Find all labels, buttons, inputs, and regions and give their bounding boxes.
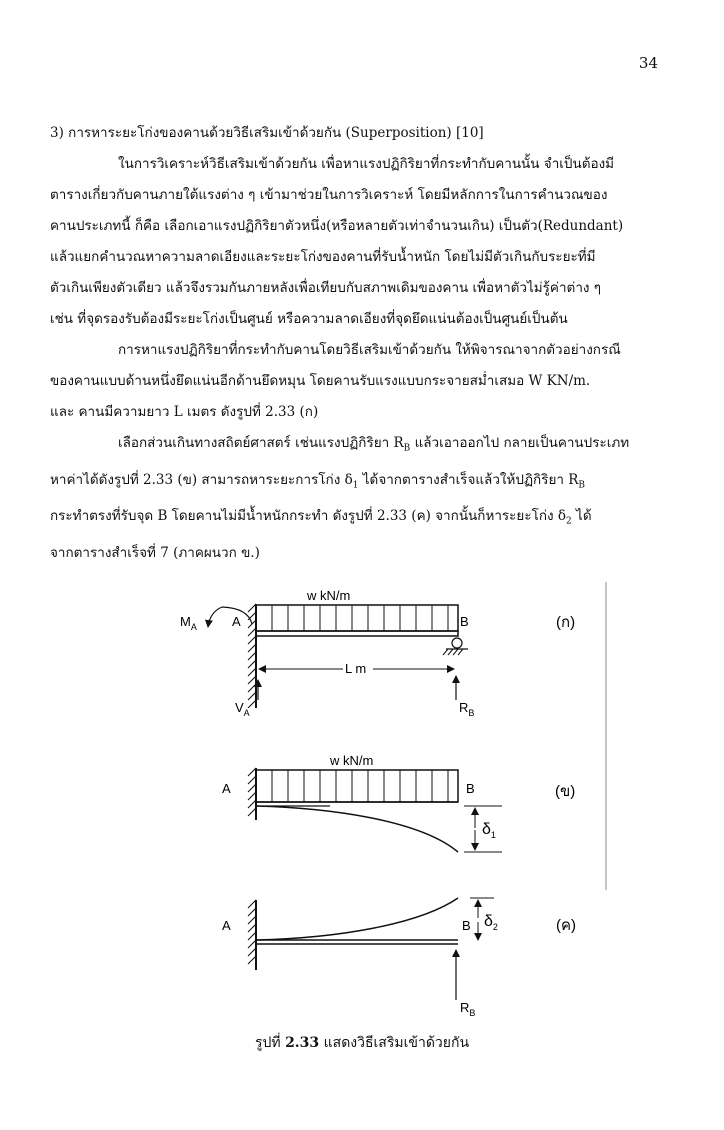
- section-heading: [50, 118, 642, 149]
- point-a-label-a: A: [232, 614, 241, 629]
- hatch-line: [248, 692, 256, 700]
- para2-line-2: ของคานแบบด้านหนึ่งยึดแน่นอีกด้านยึดหมุน โดยคานรับแรงแบบกระจายสม่ำเสมอ W KN/m.: [50, 373, 591, 389]
- hatch-line: [248, 808, 256, 816]
- hatch-line: [248, 940, 256, 948]
- hatch-line: [248, 792, 256, 800]
- hatch-line: [248, 644, 256, 652]
- tag-b: (ข): [555, 783, 576, 800]
- hatch-line: [248, 636, 256, 644]
- wall-hatch-b: [248, 768, 256, 816]
- para1-line-6: เช่น ที่จุดรองรับต้องมีระยะโก่งเป็นศูนย์ หรือความลาดเอียงที่จุดยึดแน่นต้องเป็นศูนย์เป็นต้น: [50, 311, 568, 327]
- hatch-line: [248, 916, 256, 924]
- paragraph-1: [50, 149, 642, 335]
- beam-a: [256, 631, 458, 636]
- moment-arrow: [208, 607, 222, 627]
- pin-support: [452, 638, 462, 648]
- load-lines-b: [272, 770, 448, 802]
- deflected-beam-c: [256, 898, 458, 940]
- distributed-load-a: [256, 605, 458, 631]
- hatch-line: [248, 604, 256, 612]
- para3-line-3: [50, 501, 642, 538]
- deflected-beam-b: [256, 806, 458, 852]
- point-b-label-b: B: [466, 781, 475, 796]
- hatch-line: [248, 776, 256, 784]
- hatch-line: [248, 676, 256, 684]
- wall-hatch-c: [248, 900, 256, 964]
- rb-label-c: $R_B$: [460, 1000, 476, 1018]
- para3-line-1: [50, 428, 642, 465]
- hatch-line: [453, 649, 458, 655]
- para2-line-3: และ คานมีความยาว L เมตร ดังรูปที่ 2.33 (ก): [50, 404, 319, 420]
- load-label-b: w kN/m: [330, 753, 374, 768]
- para1-line-5: ตัวเกินเพียงตัวเดียว แล้วจึงรวมกันภายหลังเพื่อเทียบกับสภาพเดิมของคาน เพื่อหาตัวไม่รู้ค่าต่าง ๆ: [50, 280, 602, 296]
- delta2-label: $\delta_2$: [484, 913, 498, 932]
- para3-line-3a: กระทำตรงที่รับจุด B โดยคานไม่มีน้ำหนักกระทำ ดังรูปที่ 2.33 (ค) จากนั้นก็หาระยะโก่ง δ: [50, 508, 567, 525]
- figure-b: [222, 753, 575, 852]
- hatch-line: [248, 700, 256, 708]
- hatch-line: [248, 660, 256, 668]
- delta1-label: $\delta_1$: [482, 821, 496, 840]
- hatch-line: [248, 668, 256, 676]
- paragraph-3: [50, 428, 642, 569]
- hatch-line: [248, 800, 256, 808]
- tag-c: (ค): [556, 917, 577, 934]
- para3-line-3b: ได้: [571, 508, 592, 525]
- para3-line-1b: แล้วเอาออกไป กลายเป็นคานประเภท: [410, 435, 630, 451]
- para1-line-3: คานประเภทนี้ ก็คือ เลือกเอาแรงปฏิกิริยาตัวหนึ่ง(หรือหลายตัวเท่าจำนวนเกิน) เป็นตัว(Redundant): [50, 218, 624, 234]
- hatch-line: [248, 948, 256, 956]
- hatch-line: [248, 628, 256, 636]
- load-lines-a: [272, 605, 448, 631]
- para3-line-2a: หาค่าได้ดังรูปที่ 2.33 (ข) สามารถหาระยะการโก่ง δ: [50, 471, 353, 488]
- caption-number: 2.33: [285, 1035, 320, 1051]
- hatch-line: [248, 900, 256, 908]
- hatch-line: [248, 684, 256, 692]
- length-label: L m: [345, 661, 367, 676]
- caption-text: แสดงวิธีเสริมเข้าด้วยกัน: [319, 1035, 470, 1051]
- hatch-line: [248, 908, 256, 916]
- point-b-label-a: B: [460, 614, 469, 629]
- para1-line-4: แล้วแยกคำนวณหาความลาดเอียงและระยะโก่งของคานที่รับน้ำหนัก โดยไม่มีตัวเกินกับระยะที่มี: [50, 249, 596, 265]
- hatch-line: [248, 784, 256, 792]
- hatch-line: [248, 924, 256, 932]
- rb-label-a: $R_B$: [459, 700, 475, 718]
- hatch-line: [458, 649, 463, 655]
- point-a-label-c: A: [222, 918, 231, 933]
- hatch-line: [248, 956, 256, 964]
- beam-diagram: [0, 560, 724, 1080]
- rb-subscript-2: B: [578, 480, 586, 491]
- rb-subscript: B: [403, 443, 411, 454]
- para3-line-2b: ได้จากตารางสำเร็จแล้วให้ปฏิกิริยา R: [358, 471, 579, 488]
- page-number: 34: [638, 54, 658, 72]
- para3-line-1a: เลือกส่วนเกินทางสถิตย์ศาสตร์ เช่นแรงปฏิกิริยา R: [118, 435, 404, 451]
- tag-a: (ก): [556, 614, 576, 631]
- figure-a: [180, 588, 575, 718]
- pin-hatch: [443, 649, 463, 655]
- delta1-subscript: 1: [352, 480, 359, 491]
- load-label-a: w kN/m: [307, 588, 351, 603]
- point-b-label-c: B: [462, 918, 471, 933]
- paragraph-2: [50, 335, 642, 428]
- figure-c: [222, 898, 576, 1018]
- para2-line-1: การหาแรงปฏิกิริยาที่กระทำกับคานโดยวิธีเสริมเข้าด้วยกัน ให้พิจารณาจากตัวอย่างกรณี: [118, 342, 621, 358]
- para1-line-1: ในการวิเคราะห์วิธีเสริมเข้าด้วยกัน เพื่อหาแรงปฏิกิริยาที่กระทำกับคานนั้น จำเป็นต้องมี: [118, 156, 615, 172]
- figure-caption: [0, 1032, 724, 1054]
- point-a-label-b: A: [222, 781, 231, 796]
- wall-hatch-a: [248, 604, 256, 708]
- para3-line-2: [50, 465, 642, 502]
- moment-label: $M_A$: [180, 614, 197, 632]
- hatch-line: [443, 649, 448, 655]
- hatch-line: [248, 652, 256, 660]
- beam-figure: [0, 560, 724, 1080]
- caption-prefix: รูปที่: [254, 1035, 286, 1051]
- distributed-load-b: [256, 770, 458, 802]
- va-label: $V_A$: [235, 700, 250, 718]
- hatch-line: [448, 649, 453, 655]
- para3-line-4: จากตารางสำเร็จที่ 7 (ภาคผนวก ข.): [50, 545, 260, 562]
- heading-line: 3) การหาระยะโก่งของคานด้วยวิธีเสริมเข้าด้วยกัน (Superposition) [10]: [50, 125, 484, 141]
- para1-line-2: ตารางเกี่ยวกับคานภายใต้แรงต่าง ๆ เข้ามาช่วยในการวิเคราะห์ โดยมีหลักการในการคำนวณของ: [50, 187, 608, 203]
- delta2-subscript: 2: [566, 517, 572, 528]
- hatch-line: [248, 932, 256, 940]
- hatch-line: [248, 768, 256, 776]
